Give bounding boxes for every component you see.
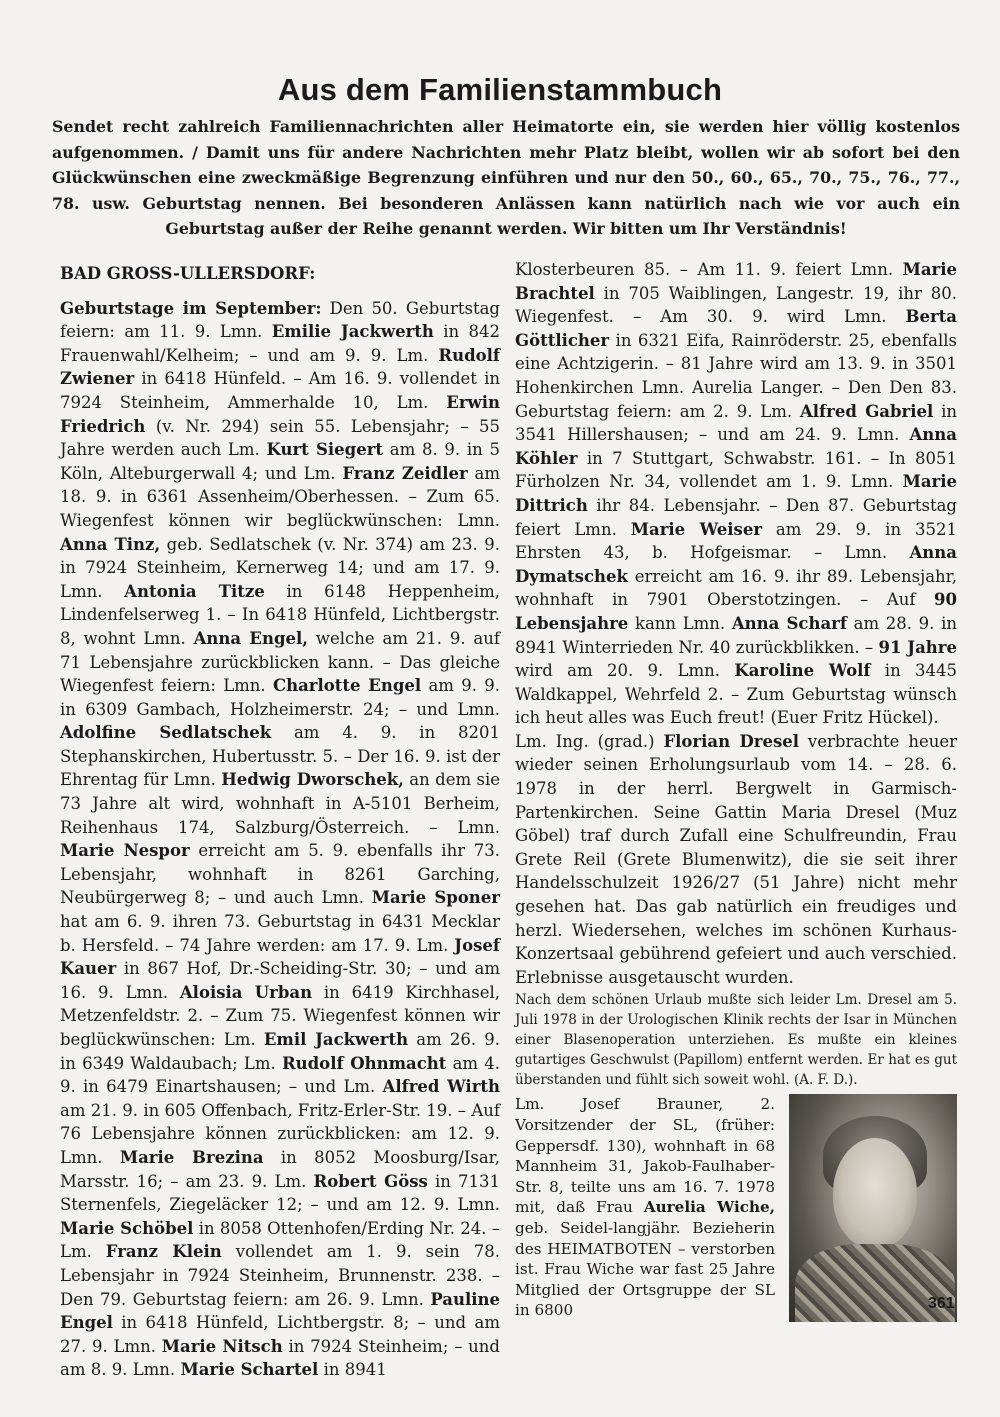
name-highlight: Emil Jackwerth	[263, 1030, 409, 1049]
text-run: geb. Sedlatschek (v. Nr. 374) am 23. 9. in 7924 Steinheim, Kernerweg 14; und am 17. 9. Lmn.	[60, 534, 500, 601]
name-highlight: Aloisia Urban	[179, 982, 313, 1002]
text-run: in 8058 Ottenhofen/Erding Nr. 24. – Lm.	[60, 1218, 500, 1262]
text-run: ihr 84. Lebensjahr. – Den 87. Geburtstag feiert Lmn.	[515, 495, 957, 539]
name-highlight: Marie Schartel	[180, 1360, 319, 1380]
name-highlight: Marie Nitsch	[161, 1336, 283, 1356]
text-run: geb. Seidel-langjähr. Bezieherin des HEIMATBOTEN – verstorben ist. Frau Wiche war fast 25 Jahre Mitglied der Ortsgruppe der SL in 6800	[515, 1218, 775, 1320]
dresel-small-paragraph: Nach dem schönen Urlaub mußte sich leider Lm. Dresel am 5. Juli 1978 in der Urologischen Klinik rechts der Isar in München einer Blasenoperation unterziehen. Es mußte ein kleines gutartiges Geschwulst (Papillom) entfernt werden. Er hat es gut überstanden und fühlt sich soweit wohl. (A. F. D.).	[515, 992, 957, 1088]
text-run: am 21. 9. in 605 Offenbach, Fritz-Erler-Str. 19. – Auf 76 Lebensjahre können zurückblicken: am 12. 9. Lmn.	[60, 1100, 500, 1167]
name-highlight: Marie Nespor	[60, 841, 190, 861]
obituary-block	[515, 1094, 957, 1322]
text-run: welche am 21. 9. auf 71 Lebensjahre zurückblicken kann. – Das gleiche Wiegenfest feiern: Lmn.	[60, 628, 500, 696]
name-highlight: Marie Dittrich	[515, 472, 957, 515]
name-highlight: Anna Engel,	[193, 628, 309, 648]
name-highlight: Emilie Jackwerth	[271, 322, 434, 342]
text-run: vollendet am 1. 9. sein 78. Lebensjahr in 7924 Steinheim, Brunnenstr. 238. – Den 79. Geburtstag feiern: am 26. 9. Lmn.	[60, 1242, 500, 1309]
right-column	[515, 258, 957, 1322]
name-highlight: Josef Kauer	[60, 935, 500, 979]
text-run: erreicht am 5. 9. ebenfalls ihr 73. Lebensjahr, wohnhaft in 8261 Garching, Neubürgerweg 8; – und auch Lmn.	[60, 841, 500, 908]
name-highlight: Robert Göss	[313, 1171, 428, 1191]
name-highlight: 91 Jahre	[878, 637, 957, 657]
name-highlight: Rudolf Ohnmacht	[281, 1053, 447, 1073]
text-run: in 6321 Eifa, Rainröderstr. 25, ebenfalls eine Achtzigerin. – 81 Jahre wird am 13. 9. in 3501 Hohenkirchen Lmn. Aurelia Langer. – Den Den 83. Geburtstag feiern: am 2. 9. Lm.	[515, 330, 957, 421]
text-run: Den 50. Geburtstag feiern: am 11. 9. Lmn.	[60, 298, 500, 342]
text-run: wird am 20. 9. Lmn.	[515, 661, 735, 681]
name-highlight: Erwin Friedrich	[60, 392, 500, 436]
text-run: an dem sie 73 Jahre alt wird, wohnhaft in A-5101 Berheim, Reihenhaus 174, Salzburg/Österreich. – Lmn.	[60, 770, 500, 837]
name-highlight: Alfred Gabriel	[799, 401, 934, 421]
text-run: in 8941	[318, 1360, 387, 1380]
text-run: am 28. 9. in 8941 Winterrieden Nr. 40 zurückblikken. –	[515, 613, 957, 657]
text-run: am 4. 9. in 8201 Stephanskirchen, Hubertusstr. 5. – Der 16. 9. ist der Ehrentag für Lmn.	[60, 723, 500, 790]
name-highlight: Berta Göttlicher	[515, 307, 957, 350]
text-run: in 842 Frauenwahl/Kelheim; – und am 9. 9. Lm.	[60, 322, 500, 365]
text-run: verbrachte heuer wieder seinen Erholungsurlaub vom 14. – 28. 6. 1978 in der herrl. Bergwelt in Garmisch-Partenkirchen. Seine Gattin Maria Dresel (Muz Göbel) traf durch Zufall eine Schulfreundin, Frau Grete Reil (Grete Blumenwitz), die sie seit ihrer Handelsschulzeit 1926/27 (51 Jahre) nicht mehr gesehen hat. Das gab natürlich ein freudiges und herzl. Wiedersehen, welches im schönen Kurhaus-Konzertsaal gebührend gefeiert und auch verschied. Erlebnisse ausgetauscht wurden.	[515, 731, 958, 987]
text-run: Klosterbeuren 85. – Am 11. 9. feiert Lmn.	[515, 260, 903, 279]
name-highlight: Geburtstage im September:	[60, 298, 322, 318]
name-highlight: Marie Brachtel	[515, 260, 957, 303]
text-run: in 6148 Heppenheim, Lindenfelserweg 1. – In 6418 Hünfeld, Lichtbergstr. 8, wohnt Lmn.	[60, 581, 500, 648]
birthday-paragraph-continued	[515, 258, 957, 730]
text-run: in 3541 Hillershausen; – und am 24. 9. Lmn.	[515, 401, 957, 445]
text-run: in 6418 Hünfeld. – Am 16. 9. vollendet in 7924 Steinheim, Ammerhalde 10, Lm.	[60, 369, 500, 412]
name-highlight: Pauline Engel	[60, 1289, 500, 1333]
obituary-paragraph	[515, 1094, 775, 1322]
name-highlight: Alfred Wirth	[382, 1077, 501, 1097]
left-column	[60, 262, 500, 1382]
name-highlight: Kurt Siegert	[266, 440, 384, 460]
text-run: in 7 Stuttgart, Schwabstr. 161. – In 8051 Fürholzen Nr. 34, vollendet am 1. 9. Lmn.	[515, 448, 957, 492]
name-highlight: Franz Klein	[105, 1242, 222, 1262]
name-highlight: Franz Zeidler	[342, 463, 468, 483]
text-run: kann Lmn.	[628, 613, 732, 633]
text-run: am 8. 9. in 5 Köln, Alteburgerwall 4; und Lm.	[60, 440, 500, 483]
text-run: hat am 6. 9. ihren 73. Geburtstag in 6431 Mecklar b. Hersfeld. – 74 Jahre werden: am 17. 9. Lm.	[60, 912, 500, 955]
name-highlight: Anna Dymatschek	[515, 543, 957, 586]
text-run: Lm. Ing. (grad.)	[515, 731, 664, 751]
text-run: am 26. 9. in 6349 Waldaubach; Lm.	[60, 1030, 500, 1073]
dresel-paragraph	[515, 730, 957, 990]
text-run: (v. Nr. 294) sein 55. Lebensjahr; – 55 Jahre werden auch Lm.	[60, 416, 500, 460]
name-highlight: Antonia Titze	[124, 581, 265, 601]
text-run: am 9. 9. in 6309 Gambach, Holzheimerstr. 24; – und Lmn.	[60, 676, 501, 719]
portrait-photo	[789, 1094, 957, 1322]
name-highlight: Marie Schöbel	[60, 1218, 194, 1238]
name-highlight: Marie Sponer	[371, 888, 500, 908]
name-highlight: Rudolf Zwiener	[60, 345, 500, 389]
name-highlight: Hedwig Dworschek,	[221, 770, 404, 790]
page-title: Aus dem Familienstammbuch	[277, 72, 723, 107]
intro-paragraph: Sendet recht zahlreich Familiennachrichten aller Heimatorte ein, sie werden hier völlig kostenlos aufgenommen. / Damit uns für andere Nachrichten mehr Platz bleibt, wollen wir ab sofort bei den Glückwünschen eine zweckmäßige Begrenzung einführen und nur den 50., 60., 65., 70., 75., 76., 77., 78. usw. Geburtstag nennen. Bei besonderen Anlässen kann natürlich nach wie vor auch ein Geburtstag außer der Reihe genannt werden. Wir bitten um Ihr Verständnis!	[52, 117, 960, 238]
text-run: in 3445 Waldkappel, Wehrfeld 2. – Zum Geburtstag wünsch ich heut alles was Euch freut! (Euer Fritz Hückel).	[515, 661, 958, 728]
text-run: am 18. 9. in 6361 Assenheim/Oberhessen. – Zum 65. Wiegenfest können wir beglückwünschen: Lmn.	[60, 463, 501, 530]
text-run: am 4. 9. in 6479 Einartshausen; – und Lm.	[60, 1053, 500, 1097]
name-highlight: Anna Tinz,	[60, 534, 161, 554]
name-highlight: Adolfine Sedlatschek	[60, 723, 272, 743]
text-run: in 7131 Sternenfels, Ziegeläcker 12; – und am 12. 9. Lmn.	[60, 1171, 500, 1215]
text-run: in 7924 Steinheim; – und am 8. 9. Lmn.	[60, 1336, 500, 1380]
name-highlight: Marie Weiser	[630, 519, 763, 539]
name-highlight: Florian Dresel	[663, 731, 800, 751]
text-run: erreicht am 16. 9. ihr 89. Lebensjahr, wohnhaft in 7901 Oberstotzingen. – Auf	[515, 566, 957, 610]
text-run: Lm. Josef Brauner, 2. Vorsitzender der SL, (früher: Geppersdf. 130), wohnhaft in 68 Mannheim 31, Jakob-Faulhaber-Str. 8, teilte uns am 16. 7. 1978 mit, daß Frau	[515, 1095, 775, 1217]
name-highlight: Charlotte Engel	[272, 676, 422, 696]
text-run: in 6419 Kirchhasel, Metzenfeldstr. 2. – Zum 75. Wiegenfest können wir beglückwünschen: Lm.	[60, 982, 500, 1049]
name-highlight: Anna Scharf	[731, 613, 847, 633]
text-run: in 8052 Moosburg/Isar, Marsstr. 16; – am 23. 9. Lm.	[60, 1147, 500, 1191]
name-highlight: 90 Lebensjahre	[515, 590, 957, 633]
page-number: 361	[928, 1295, 955, 1312]
text-run: in 6418 Hünfeld, Lichtbergstr. 8; – und am 27. 9. Lmn.	[60, 1313, 500, 1356]
text-run: am 29. 9. in 3521 Ehrsten 43, b. Hofgeismar. – Lmn.	[515, 519, 957, 563]
section-heading: BAD GROSS-ULLERSDORF:	[60, 264, 316, 283]
name-highlight: Aurelia Wiche,	[643, 1198, 775, 1217]
text-run: in 705 Waiblingen, Langestr. 19, ihr 80. Wiegenfest. – Am 30. 9. wird Lmn.	[515, 283, 957, 327]
name-highlight: Anna Köhler	[515, 425, 957, 468]
birthday-paragraph	[60, 297, 500, 1382]
text-run: in 867 Hof, Dr.-Scheiding-Str. 30; – und am 16. 9. Lmn.	[60, 959, 500, 1002]
name-highlight: Marie Brezina	[119, 1147, 264, 1167]
name-highlight: Karoline Wolf	[734, 661, 871, 681]
